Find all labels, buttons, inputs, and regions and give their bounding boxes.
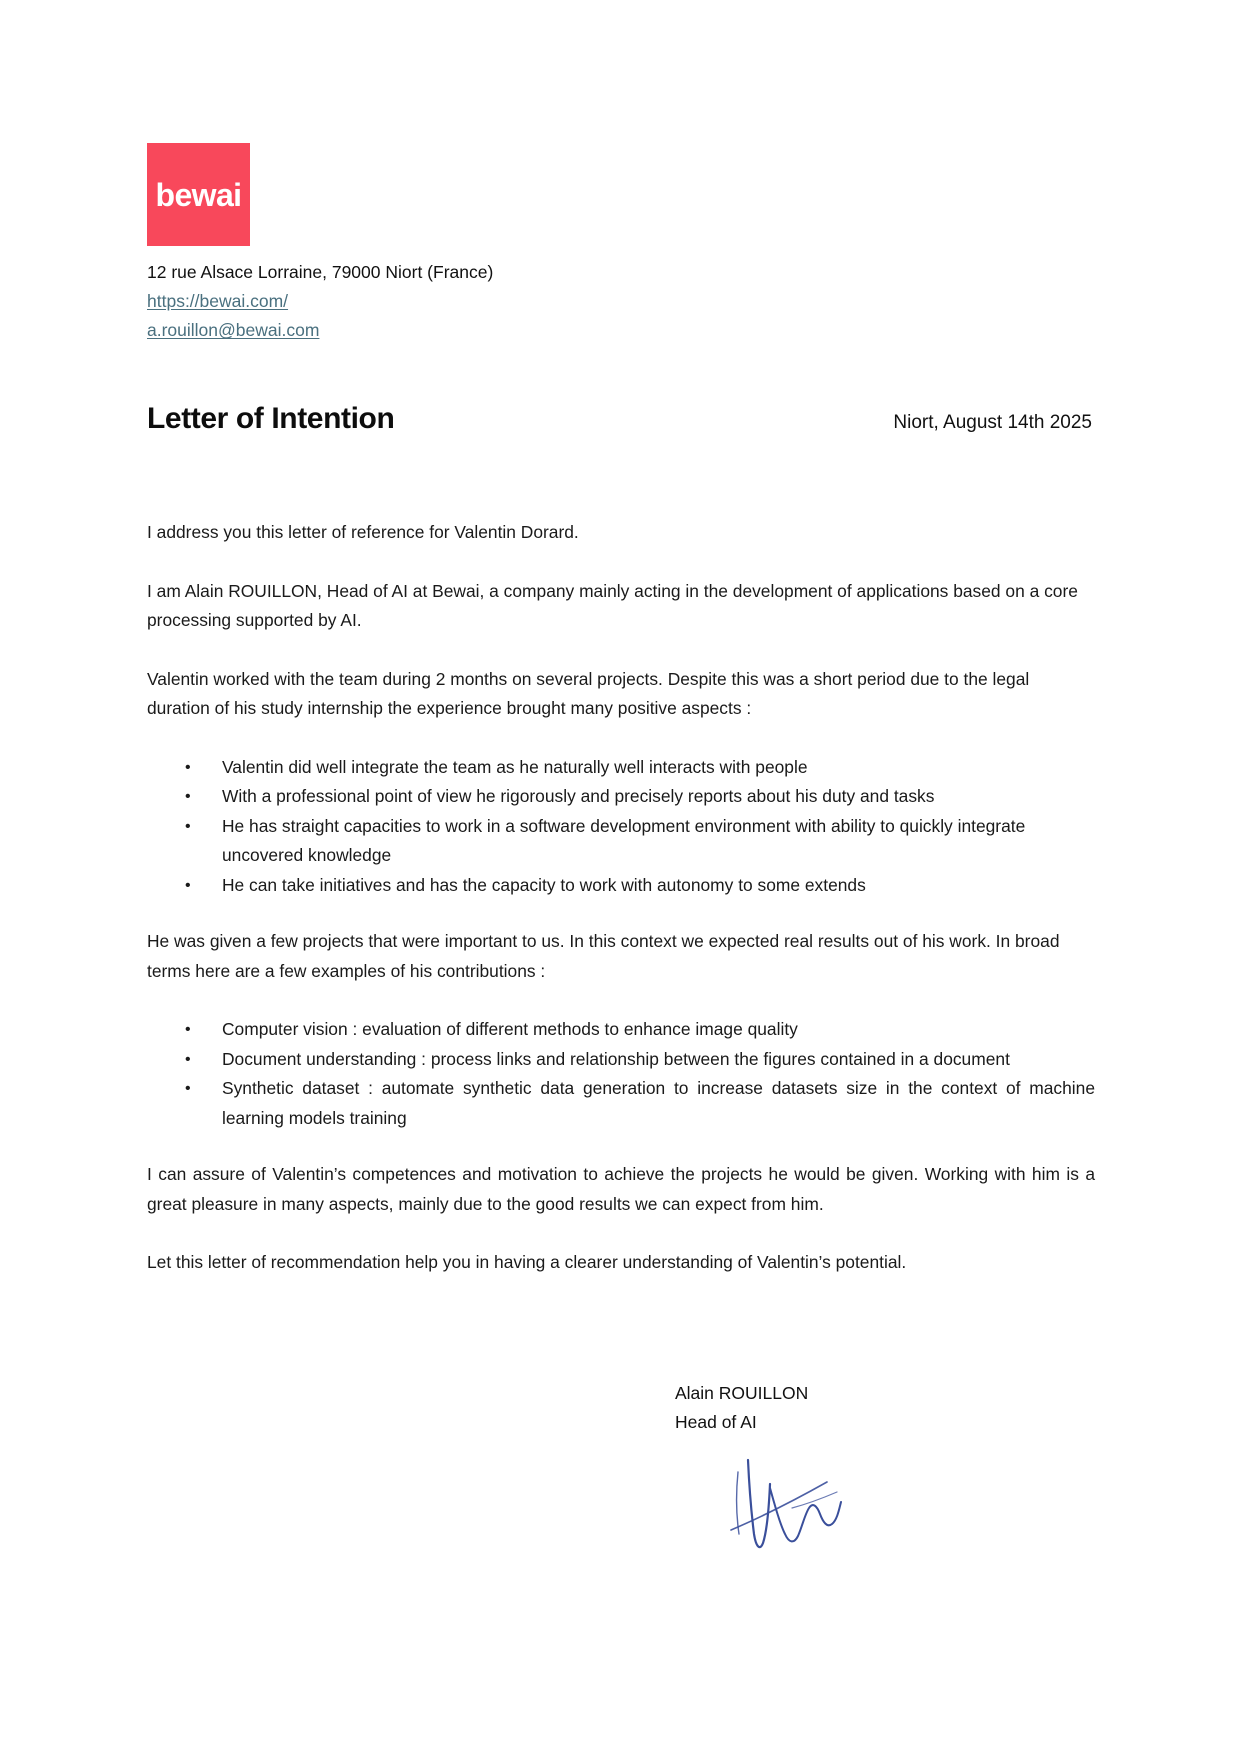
paragraph-intro: I address you this letter of reference for Valentin Dorard. (147, 522, 579, 542)
list-item (147, 753, 1095, 783)
bullet-icon: • (185, 758, 191, 776)
list-item (147, 782, 1095, 812)
paragraph-assurance: I can assure of Valentin’s competences and motivation to achieve the projects he would be given. Working with him is a great pleasure in many aspects, mainly due to the good results we can expect from him. (147, 1164, 1095, 1214)
bullet-icon: • (185, 788, 191, 805)
positive-aspects-list (147, 753, 1095, 901)
logo-wordmark: bewai (155, 176, 242, 213)
list-item (147, 1045, 1095, 1075)
company-address: 12 rue Alsace Lorraine, 79000 Niort (France) (147, 262, 494, 282)
paragraph-projects-intro: He was given a few projects that were important to us. In this context we expected real results out of his work. In broad terms here are a few examples of his contributions : (147, 931, 1060, 981)
signer-name: Alain ROUILLON (675, 1383, 809, 1403)
bullet-icon: • (185, 1050, 191, 1068)
list-item-label: Synthetic dataset : automate synthetic data generation to increase datasets size in the context of machine learning models training (222, 1078, 1095, 1128)
list-item-label: Document understanding : process links and relationship between the figures contained in a document (222, 1048, 1010, 1069)
page-title: Letter of Intention (147, 402, 395, 435)
list-item (147, 1015, 1095, 1045)
handwritten-signature-icon (691, 1448, 891, 1568)
contact-block (147, 258, 747, 345)
paragraph-context: Valentin worked with the team during 2 months on several projects. Despite this was a short period due to the legal duration of his study internship the experience brought many positive aspects : (147, 668, 1030, 718)
signer-role: Head of AI (675, 1412, 757, 1432)
bullet-icon: • (185, 1080, 191, 1097)
logo-box (147, 143, 250, 246)
contributions-list (147, 1015, 1095, 1133)
paragraph-closing: Let this letter of recommendation help you in having a clearer understanding of Valentin’s potential. (147, 1252, 907, 1272)
company-email-link[interactable]: a.rouillon@bewai.com (147, 320, 320, 340)
bullet-icon: • (185, 1021, 191, 1038)
list-item (147, 812, 1095, 871)
company-website-link[interactable]: https://bewai.com/ (147, 291, 289, 311)
list-item-label: With a professional point of view he rigorously and precisely reports about his duty and tasks (222, 786, 935, 806)
list-item-label: Valentin did well integrate the team as he naturally well interacts with people (222, 756, 808, 777)
bullet-icon: • (185, 876, 191, 894)
list-item (147, 871, 1095, 901)
letter-body (147, 518, 1095, 1307)
paragraph-about-company: I am Alain ROUILLON, Head of AI at Bewai, a company mainly acting in the development of applications based on a core processing supported by AI. (147, 580, 1078, 630)
signature-block (675, 1379, 1095, 1437)
list-item (147, 1074, 1095, 1133)
list-item-label: He can take initiatives and has the capacity to work with autonomy to some extends (222, 874, 866, 895)
bullet-icon: • (185, 817, 191, 835)
list-item-label: Computer vision : evaluation of different methods to enhance image quality (222, 1019, 798, 1039)
letter-date: Niort, August 14th 2025 (893, 412, 1092, 433)
title-row (147, 402, 1095, 436)
list-item-label: He has straight capacities to work in a software development environment with ability to quickly integrate uncovered knowledge (222, 815, 1026, 865)
company-logo (147, 143, 250, 246)
